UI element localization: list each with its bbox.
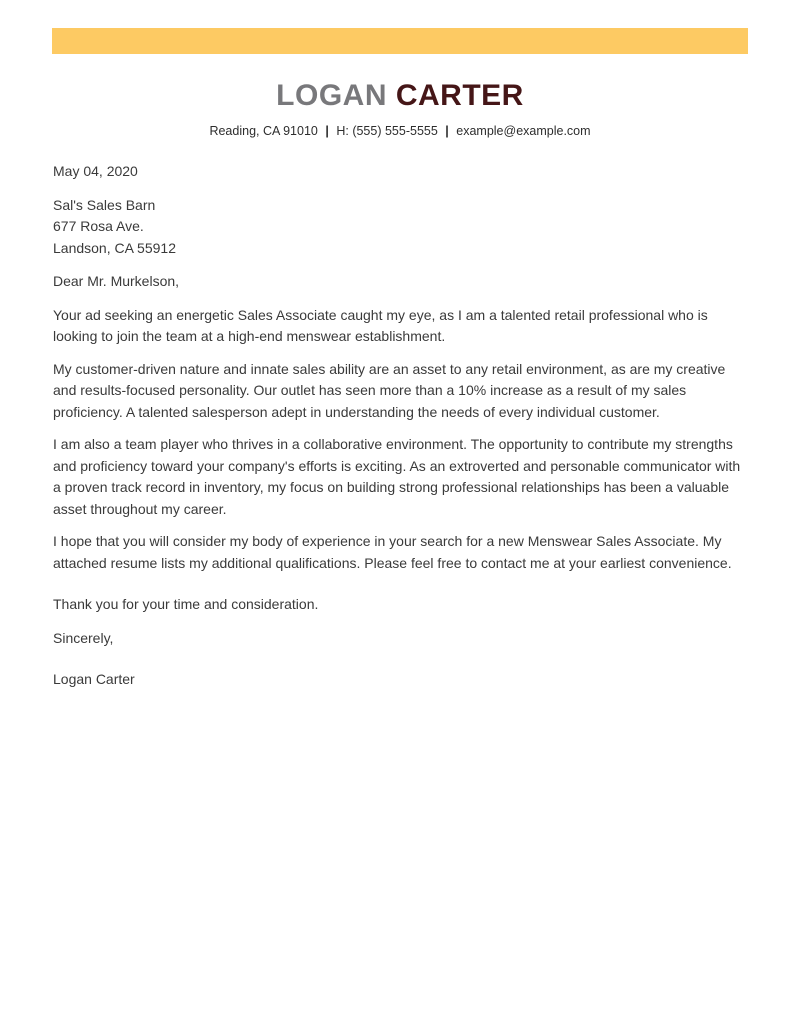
candidate-first-name: LOGAN [276,79,387,112]
letter-paragraph: My customer-driven nature and innate sales ability are an asset to any retail environment, as are my creative and results-focused personality. Our outlet has seen more than a 10% increase as a result of my sales proficiency. A talented salesperson adept in understanding the needs of every individual customer. [53,360,726,420]
recipient-line: Sal's Sales Barn [53,196,156,213]
recipient-line: Landson, CA 55912 [53,239,176,256]
signature-name: Logan Carter [53,671,135,687]
header-accent-bar [52,28,748,54]
contact-location: Reading, CA 91010 [209,124,318,138]
contact-phone: H: (555) 555-5555 [336,124,438,138]
contact-separator: | [325,124,329,138]
contact-separator: | [445,124,449,138]
letter-paragraph: I hope that you will consider my body of experience in your search for a new Menswear Sales Associate. My attached resume lists my additional qualifications. Please feel free to contact me at your earliest convenience. [53,533,732,571]
contact-email: example@example.com [456,124,591,138]
letter-date: May 04, 2020 [53,163,138,179]
candidate-name [0,79,800,113]
contact-line [0,123,800,139]
recipient-address [53,195,747,260]
closing-line: Sincerely, [53,629,114,646]
letter-paragraph: Your ad seeking an energetic Sales Associate caught my eye, as I am a talented retail professional who is looking to join the team at a high-end menswear establishment. [53,306,708,344]
candidate-last-name: CARTER [395,79,524,112]
letter-paragraph: I am also a team player who thrives in a collaborative environment. The opportunity to contribute my strengths and proficiency toward your company's efforts is exciting. As an extroverted and personable communicator with a proven track record in inventory, my focus on building strong professional relationships has been a valuable asset throughout my career. [53,436,741,517]
recipient-line: 677 Rosa Ave. [53,218,144,234]
salutation: Dear Mr. Murkelson, [53,273,180,289]
thank-you-line: Thank you for your time and consideration. [53,596,319,612]
letter-body [53,161,747,691]
